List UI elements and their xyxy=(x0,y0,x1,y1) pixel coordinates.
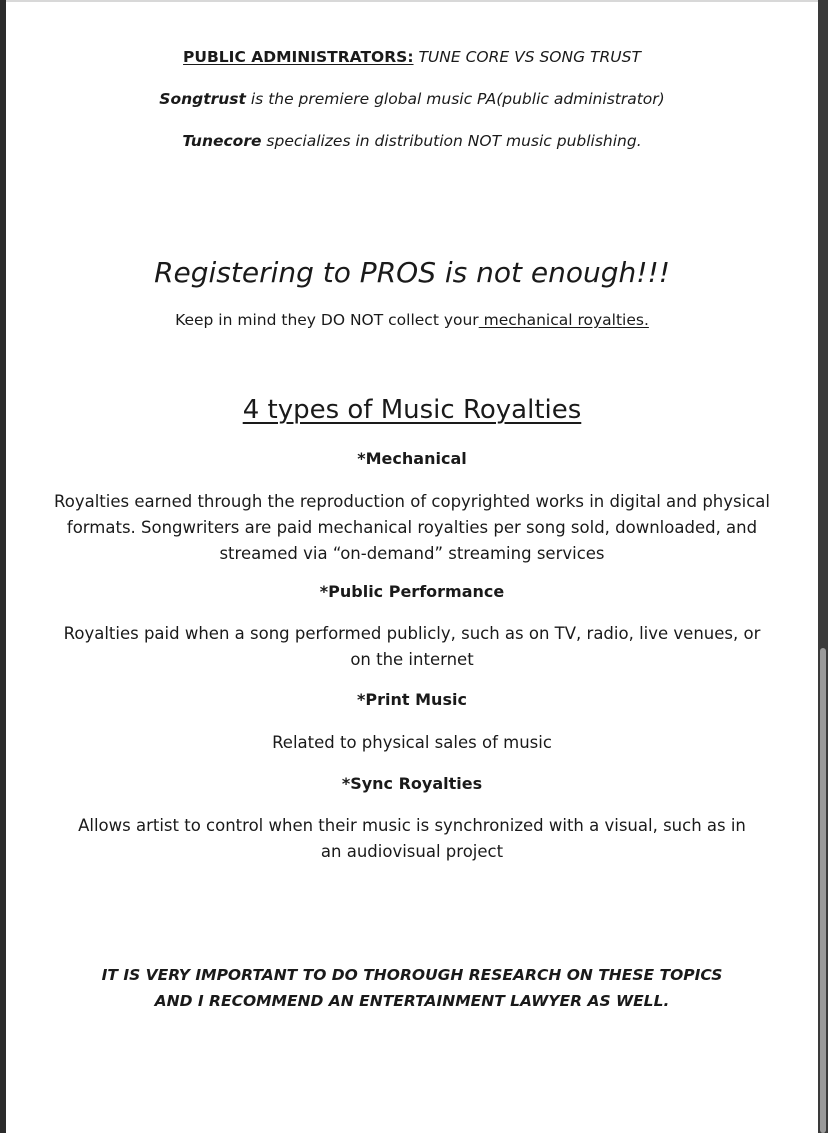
sync-royalties-description: Allows artist to control when their music is synchronized with a visual, such as in an audiovisual project xyxy=(78,816,746,861)
pa-label: PUBLIC ADMINISTRATORS: xyxy=(183,48,414,66)
public-performance-heading: *Public Performance xyxy=(319,582,505,601)
royalties-section-title: 4 types of Music Royalties xyxy=(242,395,582,425)
scrollbar[interactable] xyxy=(818,0,828,1133)
tunecore-desc: specializes in distribution NOT music publishing. xyxy=(261,132,642,150)
pros-note-prefix: Keep in mind they DO NOT collect your xyxy=(175,311,479,329)
print-music-description: Related to physical sales of music xyxy=(272,733,552,752)
tunecore-line xyxy=(6,132,818,150)
mechanical-royalties-link[interactable]: mechanical royalties. xyxy=(478,311,649,329)
songtrust-line xyxy=(6,90,818,108)
sync-royalties-heading: *Sync Royalties xyxy=(341,774,483,793)
tunecore-name: Tunecore xyxy=(182,132,262,150)
pa-compare: TUNE CORE VS SONG TRUST xyxy=(413,48,641,66)
public-performance-description: Royalties paid when a song performed publicly, such as on TV, radio, live venues, or on the internet xyxy=(63,624,761,669)
public-administrators-line xyxy=(6,48,818,66)
print-music-heading: *Print Music xyxy=(357,690,467,709)
pros-title: Registering to PROS is not enough!!! xyxy=(154,256,670,289)
scrollbar-thumb[interactable] xyxy=(820,648,826,1133)
mechanical-heading: *Mechanical xyxy=(357,449,467,468)
research-warning: IT IS VERY IMPORTANT TO DO THOROUGH RESEARCH ON THESE TOPICS AND I RECOMMEND AN ENTERTAINMENT LAWYER AS WELL. xyxy=(101,966,723,1010)
songtrust-desc: is the premiere global music PA(public administrator) xyxy=(245,90,665,108)
mechanical-description: Royalties earned through the reproduction of copyrighted works in digital and physical formats. Songwriters are paid mechanical royalties per song sold, downloaded, and streamed via “on-demand” streaming services xyxy=(54,492,770,563)
songtrust-name: Songtrust xyxy=(159,90,246,108)
document-page xyxy=(6,0,818,1133)
pros-note xyxy=(6,311,818,329)
